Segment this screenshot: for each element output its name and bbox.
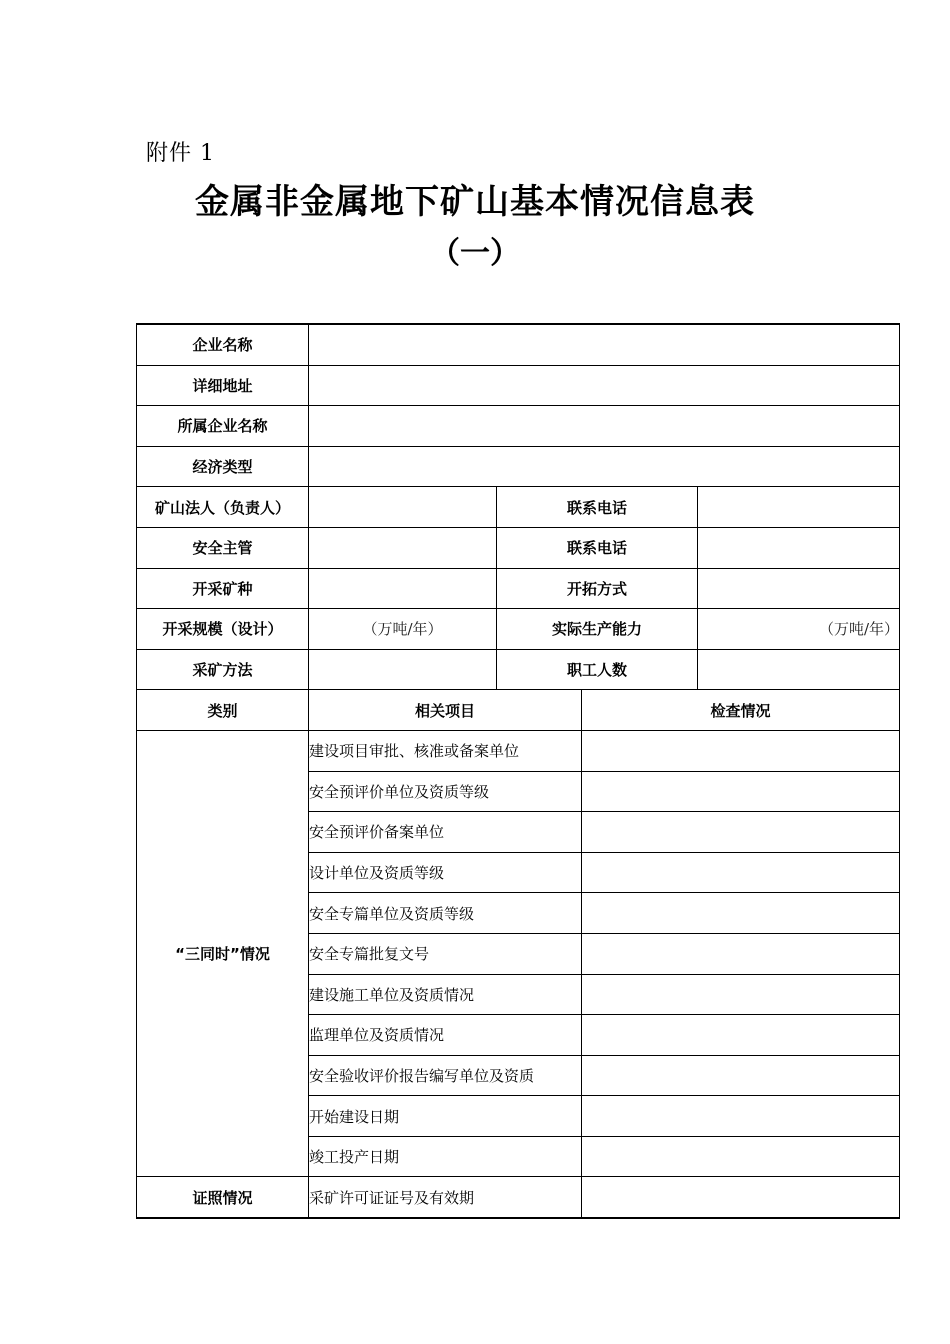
field-label: 开采规模（设计） — [137, 609, 309, 650]
field-label: 详细地址 — [137, 365, 309, 406]
field-value-employee-count[interactable] — [698, 649, 900, 690]
header-item: 相关项目 — [309, 690, 582, 731]
check-cell[interactable] — [582, 812, 900, 853]
field-label: 采矿方法 — [137, 649, 309, 690]
field-label: 实际生产能力 — [497, 609, 698, 650]
item-label: 竣工投产日期 — [309, 1136, 582, 1177]
item-label: 开始建设日期 — [309, 1096, 582, 1137]
field-value-legal-person-phone[interactable] — [698, 487, 900, 528]
check-cell[interactable] — [582, 1015, 900, 1056]
field-label: 矿山法人（负责人） — [137, 487, 309, 528]
check-cell[interactable] — [582, 974, 900, 1015]
field-value-enterprise-name[interactable] — [309, 324, 900, 365]
item-label: 安全专篇单位及资质等级 — [309, 893, 582, 934]
table-row — [137, 568, 900, 609]
item-label: 安全预评价备案单位 — [309, 812, 582, 853]
item-label: 安全验收评价报告编写单位及资质 — [309, 1055, 582, 1096]
item-label: 安全预评价单位及资质等级 — [309, 771, 582, 812]
check-cell[interactable] — [582, 730, 900, 771]
table-row — [137, 324, 900, 365]
field-value-actual-capacity[interactable]: （万吨/年） — [698, 609, 900, 650]
field-value-legal-person[interactable] — [309, 487, 497, 528]
field-label: 所属企业名称 — [137, 406, 309, 447]
field-label: 联系电话 — [497, 487, 698, 528]
page-title: 金属非金属地下矿山基本情况信息表 — [195, 182, 755, 222]
field-value-mining-method[interactable] — [309, 649, 497, 690]
field-value-mineral-type[interactable] — [309, 568, 497, 609]
field-label: 企业名称 — [137, 324, 309, 365]
table-row — [137, 730, 900, 771]
field-value-design-scale[interactable]: （万吨/年） — [309, 609, 497, 650]
table-row — [137, 487, 900, 528]
table-row — [137, 649, 900, 690]
field-value-parent-enterprise[interactable] — [309, 406, 900, 447]
field-value-safety-manager-phone[interactable] — [698, 527, 900, 568]
check-cell[interactable] — [582, 893, 900, 934]
section-header-row — [137, 690, 900, 731]
table-row — [137, 446, 900, 487]
check-cell[interactable] — [582, 852, 900, 893]
item-label: 监理单位及资质情况 — [309, 1015, 582, 1056]
field-label: 经济类型 — [137, 446, 309, 487]
field-label: 安全主管 — [137, 527, 309, 568]
field-label: 职工人数 — [497, 649, 698, 690]
table-row — [137, 609, 900, 650]
check-cell[interactable] — [582, 1096, 900, 1137]
table-row — [137, 1177, 900, 1218]
check-cell[interactable] — [582, 1177, 900, 1218]
field-value-economic-type[interactable] — [309, 446, 900, 487]
check-cell[interactable] — [582, 1136, 900, 1177]
item-label: 建设施工单位及资质情况 — [309, 974, 582, 1015]
field-value-development-method[interactable] — [698, 568, 900, 609]
field-label: 联系电话 — [497, 527, 698, 568]
table-row — [137, 365, 900, 406]
info-table — [136, 323, 900, 1219]
check-cell[interactable] — [582, 1055, 900, 1096]
field-value-safety-manager[interactable] — [309, 527, 497, 568]
table-row — [137, 406, 900, 447]
field-value-address[interactable] — [309, 365, 900, 406]
page-subtitle: （一） — [430, 236, 520, 271]
attachment-label: 附件 1 — [146, 141, 215, 166]
item-label: 采矿许可证证号及有效期 — [309, 1177, 582, 1218]
category-three-simultaneous: “三同时”情况 — [137, 730, 309, 1177]
check-cell[interactable] — [582, 933, 900, 974]
header-category: 类别 — [137, 690, 309, 731]
item-label: 建设项目审批、核准或备案单位 — [309, 730, 582, 771]
category-license: 证照情况 — [137, 1177, 309, 1218]
item-label: 安全专篇批复文号 — [309, 933, 582, 974]
field-label: 开采矿种 — [137, 568, 309, 609]
header-check: 检查情况 — [582, 690, 900, 731]
item-label: 设计单位及资质等级 — [309, 852, 582, 893]
table-row — [137, 527, 900, 568]
check-cell[interactable] — [582, 771, 900, 812]
field-label: 开拓方式 — [497, 568, 698, 609]
